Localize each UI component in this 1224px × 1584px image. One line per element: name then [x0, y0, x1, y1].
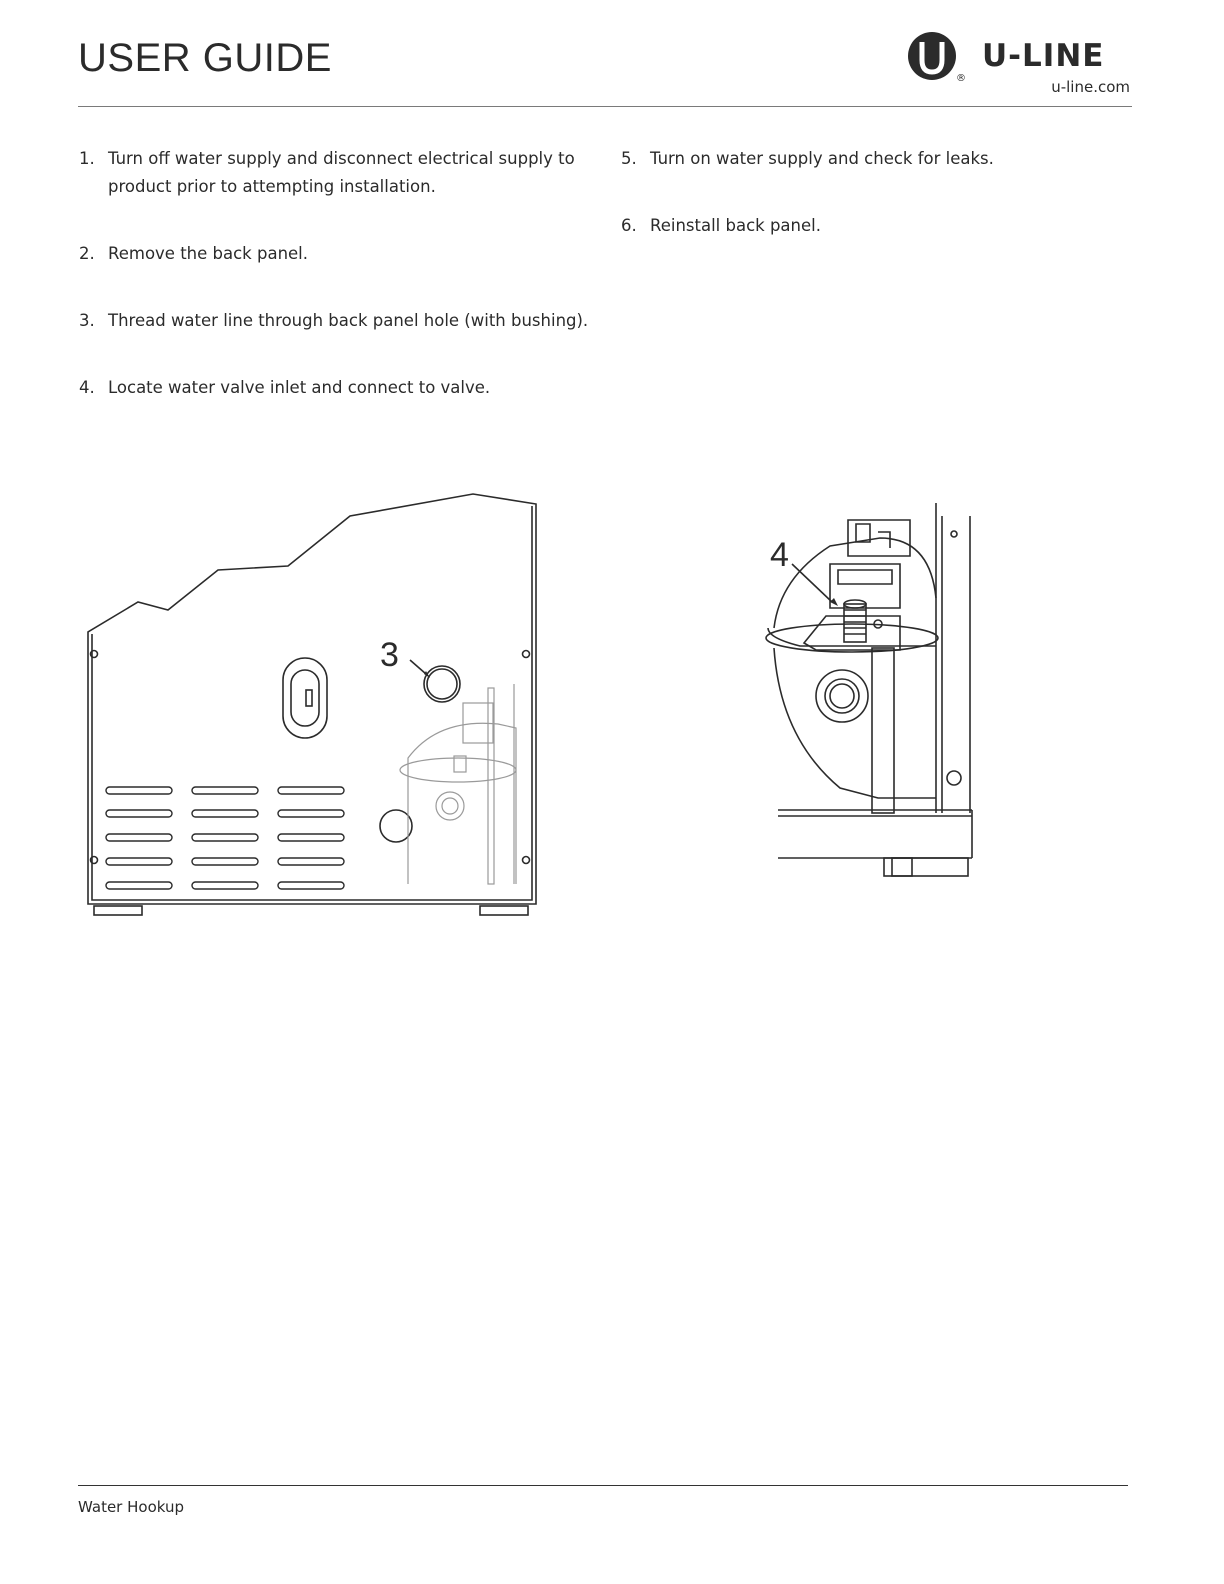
callout-3: 3: [380, 636, 399, 674]
footer-divider: [78, 1485, 1128, 1486]
step-text: Turn on water supply and check for leaks.: [650, 149, 994, 168]
water-valve-closeup-illustration: [760, 498, 985, 883]
header-divider: [78, 106, 1132, 107]
step-number: 5.: [621, 149, 637, 168]
step-text: Remove the back panel.: [108, 244, 309, 263]
step-text: Reinstall back panel.: [650, 216, 821, 235]
step-number: 3.: [79, 311, 95, 330]
step-item: [621, 145, 1141, 173]
step-number: 1.: [79, 149, 95, 168]
step-number: 4.: [79, 378, 95, 397]
brand-wordmark: U-LINE: [982, 38, 1105, 74]
step-item: [79, 374, 589, 402]
callout-4: 4: [770, 536, 789, 574]
back-panel-illustration: [78, 488, 548, 920]
registered-mark: ®: [956, 73, 966, 84]
step-item: [621, 212, 1141, 240]
step-text: Turn off water supply and disconnect electrical supply to product prior to attempting installation.: [108, 149, 575, 196]
callout-arrow: [792, 564, 832, 602]
callout-arrow: [410, 660, 426, 674]
footer-section-label: Water Hookup: [78, 1498, 184, 1516]
step-number: 6.: [621, 216, 637, 235]
steps-right-column: [621, 145, 1141, 240]
step-item: [79, 145, 589, 201]
page-title: USER GUIDE: [78, 36, 332, 80]
step-number: 2.: [79, 244, 95, 263]
website-url[interactable]: u-line.com: [1051, 78, 1130, 96]
step-text: Locate water valve inlet and connect to valve.: [108, 378, 491, 397]
step-item: [79, 240, 589, 268]
step-item: [79, 307, 589, 335]
steps-left-column: [79, 145, 589, 402]
step-text: Thread water line through back panel hole (with bushing).: [108, 311, 589, 330]
